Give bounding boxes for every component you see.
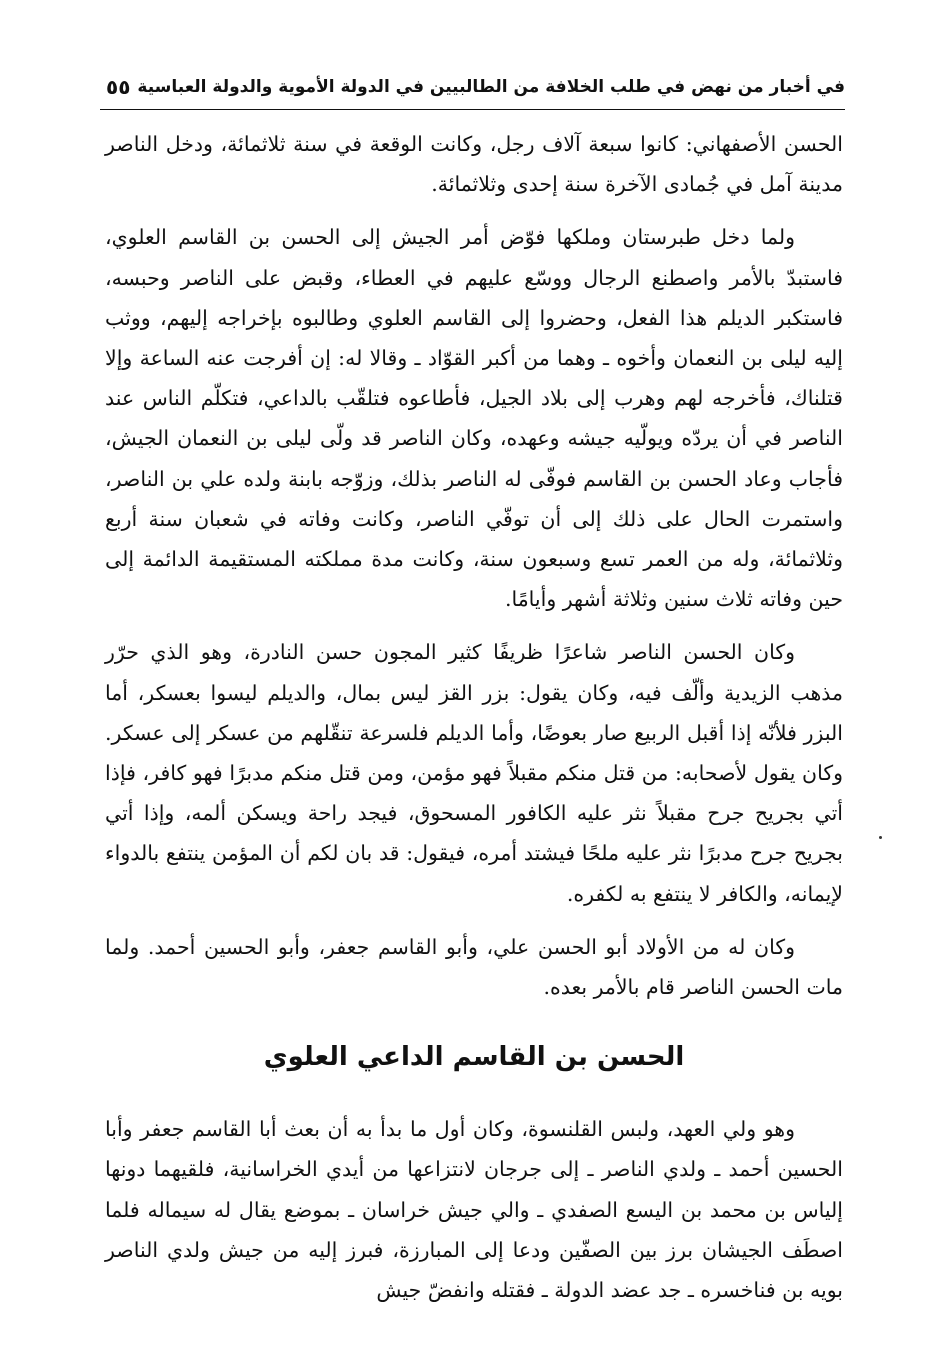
paragraph-3: وكان الحسن الناصر شاعرًا ظريفًا كثير المجون حسن النادرة، وهو الذي حرّر مذهب الزيدية وألّف فيه، وكان يقول: بزر القز ليس بمال، والديلم ليسوا بعسكر، أما البزر فلأنّه إذا أقبل الربيع صار بعوضًا، وأما الديلم فلسرعة تنقّلهم من عسكر إلى عسكر. وكان يقول لأصحابه: من قتل منكم مقبلاً فهو مؤمن، ومن قتل منكم مدبرًا فهو كافر، فإذا أتي بجريح جرح مقبلاً نثر عليه الكافور المسحوق، فيجد راحة ويسكن ألمه، وإذا أتي بجريح جرح مدبرًا نثر عليه ملحًا فيشتد أمره، فيقول: قد بان لكم أن المؤمن ينتفع بالدواء لإيمانه، والكافر لا ينتفع به لكفره. [105,640,843,906]
paragraph-2: ولما دخل طبرستان وملكها فوّض أمر الجيش إلى الحسن بن القاسم العلوي، فاستبدّ بالأمر واصطنع الرجال ووسّع عليهم في العطاء، وقبض على الناصر وحبسه، فاستكبر الديلم هذا الفعل، وحضروا إلى القاسم العلوي وطالبوه بإخراجه إليهم، ووثب إليه ليلى بن النعمان وأخوه ـ وهما من أكبر القوّاد ـ وقالا له: إن أفرجت عنه الساعة وإلا قتلناك، فأخرجه لهم وهرب إلى بلاد الجيل، فأطاعوه فتلقّب بالداعي، فتكلّم الناس عند الناصر في أن يردّه ويولّيه جيشه وعهده، وكان الناصر قد ولّى ليلى بن النعمان الجيش، فأجاب وعاد الحسن بن القاسم فوفّى له الناصر بذلك، وزوّجه بابنة ولده علي بن الناصر، واستمرت الحال على ذلك إلى أن توفّي الناصر، وكانت وفاته في شعبان سنة أربع وثلاثمائة، وله من العمر تسع وسبعون سنة، وكانت مدة مملكته المستقيمة الدائمة إلى حين وفاته ثلاث سنين وثلاثة أشهر وأيامًا. [105,225,843,612]
header-title: في أخبار من نهض في طلب الخلافة من الطالبيين في الدولة الأموية والدولة العباسية [137,77,845,97]
section-heading: الحسن بن القاسم الداعي العلوي [263,1042,685,1073]
page-number: ٥٥ [106,75,131,99]
body-text [105,124,843,1323]
paragraph-4: وكان له من الأولاد أبو الحسن علي، وأبو القاسم جعفر، وأبو الحسين أحمد. ولما مات الحسن الناصر قام بالأمر بعده. [105,934,843,1000]
section-paragraph: وهو ولي العهد، ولبس القلنسوة، وكان أول ما بدأ به أن بعث أبا القاسم جعفر وأبا الحسين أحمد ـ ولدي الناصر ـ إلى جرجان لانتزاعها من أيدي الخراسانية، فلقيهما دونها إلياس بن محمد بن اليسع الصفدي ـ والي جيش خراسان ـ بموضع يقال له سيماله فلما اصطَف الجيشان برز بين الصفّين ودعا إلى المبارزة، فبرز إليه من جيش ولدي الناصر بويه بن فناخسره ـ جد عضد الدولة ـ فقتله وانفضّ جيش [105,1117,843,1303]
paragraph-1: الحسن الأصفهاني: كانوا سبعة آلاف رجل، وكانت الوقعة في سنة ثلاثمائة، ودخل الناصر مدينة آمل في جُمادى الآخرة سنة إحدى وثلاثمائة. [105,132,843,197]
running-header [100,70,845,104]
header-rule [100,109,845,110]
margin-dot [879,836,882,839]
